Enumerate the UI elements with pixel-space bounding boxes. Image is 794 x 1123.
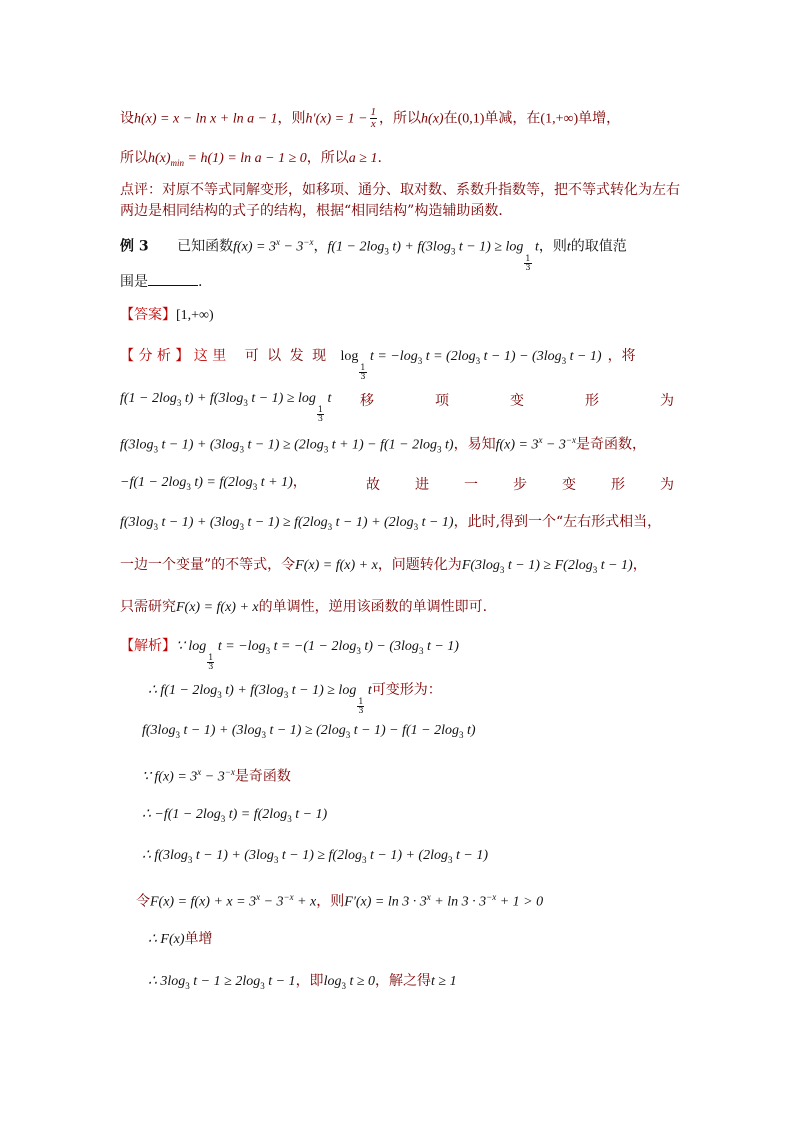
math: h(x) = x − ln x + ln a − 1	[134, 111, 278, 127]
math: f(3log	[142, 723, 176, 738]
math-sub: 3	[260, 980, 265, 991]
math-sub: 3	[437, 444, 442, 455]
math: f(x) = 3	[233, 239, 276, 255]
math: (0,1)	[457, 111, 485, 127]
solution-line-4	[142, 762, 291, 788]
math: t − 1) ≥ log	[455, 239, 524, 255]
math-sub: min	[170, 157, 185, 168]
analysis-line-5	[120, 512, 661, 537]
math: t)	[441, 437, 454, 453]
fraction-num: 1	[370, 106, 377, 118]
answer-value: [1,+∞)	[176, 308, 214, 323]
text: ，解之得	[375, 973, 432, 989]
math: ∴ −f(1 − 2log	[142, 807, 221, 822]
math-sub: 3	[450, 246, 456, 257]
math: + 1 > 0	[496, 894, 544, 910]
comment-line-2: 两边是相同结构的式子的结构，根据“相同结构”构造辅助函数．	[120, 203, 513, 219]
math-sub: 3	[361, 854, 367, 865]
math: log	[323, 974, 342, 989]
one-third-base	[524, 255, 531, 272]
math-sub: 3	[239, 444, 244, 455]
math: t	[566, 239, 571, 255]
text: ，问题转化为	[377, 557, 462, 573]
math-sup: −x	[224, 767, 235, 777]
word: 变	[510, 393, 524, 409]
math-sub: 3	[273, 854, 279, 865]
word: 为	[660, 477, 674, 493]
math: − 3	[279, 239, 304, 255]
one-third-base	[207, 654, 214, 671]
math: t − 1) + (3log	[157, 437, 240, 453]
math: − 3	[542, 437, 566, 453]
num: 1	[358, 697, 364, 706]
solution-line-2	[148, 680, 442, 715]
math-sup: x	[275, 237, 280, 247]
math: t − 1)	[566, 349, 602, 364]
math: f(x) = 3	[495, 437, 539, 453]
analysis-line-3	[120, 430, 646, 459]
math-sub: 3	[185, 980, 190, 991]
math: ∵ log	[176, 639, 207, 654]
solution-line-5	[142, 804, 327, 829]
text: 是奇函数，	[576, 436, 646, 453]
math-sub: 3	[592, 564, 598, 575]
math-sub: 3	[243, 397, 248, 408]
math-sub: 3	[475, 355, 481, 366]
math-sub: 3	[341, 980, 346, 991]
math: t − 1) ≥ f(2log	[243, 515, 328, 530]
comment-line-1: 点评：对原不等式同解变形，如移项、通分、取对数、系数升指数等，把不等式转化为左右	[120, 182, 680, 198]
text: 只需研究	[120, 599, 176, 615]
math-sub: 3	[186, 481, 191, 492]
text: 是奇函数	[234, 768, 291, 785]
math: t − 1) + (2log	[366, 848, 448, 863]
text: 一边一个变量”的不等式，令	[120, 557, 296, 573]
math: t ≥ 1	[431, 974, 457, 989]
text: 单增	[184, 931, 213, 947]
text: .	[377, 150, 382, 166]
math-sub: 3	[287, 813, 292, 824]
math: t − 1)	[597, 558, 633, 573]
num: 1	[525, 253, 531, 263]
math: t − 1) + (3log	[179, 723, 262, 738]
solution-line-8	[148, 929, 213, 950]
math: t ≥ 0	[345, 974, 376, 989]
text: 围是	[120, 274, 148, 290]
example-line-1	[120, 232, 627, 272]
text: ，	[632, 557, 647, 573]
den: 3	[358, 706, 364, 715]
text: 可 以 发 现	[244, 348, 329, 364]
math: t − 1) ≥ log	[288, 683, 357, 698]
math-sup: −x	[565, 435, 576, 445]
math-sub: 3	[459, 729, 464, 740]
math: F(x) = f(x) + x = 3	[150, 894, 257, 910]
example-line-2	[120, 271, 202, 292]
word: 变	[562, 477, 576, 493]
math: ∵ f(x) = 3	[142, 769, 198, 785]
math: (1,+∞)	[540, 111, 579, 127]
solution-line-7	[136, 887, 543, 913]
fraction	[370, 107, 378, 130]
math: − 3	[201, 769, 225, 785]
math: t) − (3log	[360, 639, 419, 654]
word: 形	[585, 393, 599, 409]
math-sup: −x	[486, 892, 497, 902]
math: −f(1 − 2log	[120, 475, 187, 490]
math: t) + f(3log	[388, 239, 451, 255]
math: t − 1) + (3log	[192, 848, 274, 863]
math-sup: x	[256, 892, 261, 902]
analysis-line-6	[120, 555, 647, 580]
math-sub: 3	[217, 689, 222, 700]
math: f(3log	[120, 437, 154, 453]
text: 令	[136, 893, 150, 910]
math: h(x)	[148, 151, 171, 166]
math: t − 1) + (3log	[157, 515, 240, 530]
text: ，则	[316, 893, 345, 910]
math-sup: −x	[303, 237, 314, 247]
math: t) + f(3log	[221, 683, 284, 698]
text: ，	[292, 474, 307, 490]
math: t − 1) − (3log	[480, 349, 562, 364]
math-sub: 3	[265, 645, 271, 656]
analysis-line-2	[120, 388, 331, 423]
one-third-base	[357, 698, 364, 715]
math: = h(1) = ln a − 1 ≥ 0	[184, 151, 307, 166]
math-sub: 3	[261, 729, 266, 740]
math-sup: x	[538, 435, 543, 445]
math: f(1 − 2log	[327, 239, 385, 255]
math: F(x) = f(x) + x	[176, 600, 259, 615]
math: t) + f(3log	[181, 391, 244, 406]
math: t − 1) ≥ (2log	[265, 723, 346, 738]
den: 3	[317, 414, 324, 423]
den: 3	[360, 372, 366, 381]
math: t − 1) − f(1 − 2log	[350, 723, 460, 738]
word: 一	[464, 477, 478, 493]
math: t − 1) ≥ f(2log	[278, 848, 362, 863]
den: 3	[525, 262, 531, 272]
text: ，	[313, 238, 328, 255]
word: 项	[435, 393, 449, 409]
math: t = −(1 − 2log	[270, 639, 357, 654]
math-sub: 3	[153, 444, 158, 455]
math: t − 1)	[423, 639, 459, 654]
solution-line-1	[120, 636, 459, 671]
math: t + 1)	[257, 475, 293, 490]
analysis-line-7	[120, 597, 487, 618]
answer-line	[120, 305, 214, 326]
word: 为	[660, 393, 674, 409]
solution-label: 【解析】	[120, 638, 176, 654]
analysis-line-4	[120, 472, 307, 497]
solution-line-9	[148, 971, 457, 996]
math-sub: 3	[220, 813, 226, 824]
text: ，所以	[306, 150, 349, 166]
math: t − 1) ≥ F(2log	[504, 558, 593, 573]
text-line-2	[120, 148, 382, 173]
math: t	[324, 391, 332, 406]
text: ，易知	[453, 436, 496, 453]
math: a ≥ 1	[348, 151, 378, 166]
math-sub: 3	[345, 729, 351, 740]
math-sub: 3	[327, 521, 333, 532]
math-sub: 3	[499, 564, 505, 575]
math: t − 1) ≥ (2log	[243, 437, 324, 453]
math-sub: 3	[384, 246, 389, 257]
analysis-line-2-words	[360, 390, 674, 410]
math: h(x)	[421, 111, 444, 127]
math-sub: 3	[187, 854, 193, 865]
fraction-den: x	[370, 118, 376, 130]
math-sub: 3	[153, 521, 158, 532]
analysis-line-1	[120, 346, 636, 381]
den: 3	[208, 662, 214, 671]
math: t − 1 ≥ 2log	[189, 974, 261, 989]
num: 1	[317, 405, 324, 414]
text-line-1	[120, 107, 620, 130]
math: + x	[293, 894, 317, 910]
math: t − 1)	[452, 848, 488, 863]
num: 1	[360, 363, 366, 372]
text: ，则	[277, 110, 306, 127]
math: t = −log	[214, 639, 266, 654]
text: 的单调性，逆用该函数的单调性即可.	[258, 599, 488, 615]
math-sub: 3	[239, 521, 244, 532]
num: 1	[208, 653, 214, 662]
math: F′(x) = ln 3 · 3	[344, 894, 427, 910]
math-sub: 3	[323, 444, 329, 455]
math: h′(x) = 1 −	[305, 111, 368, 127]
text: 可变形为：	[371, 682, 442, 698]
word: 移	[360, 393, 374, 409]
answer-label: 【答案】	[120, 307, 176, 323]
math: F(x) = f(x) + x	[295, 558, 378, 573]
math-sub: 3	[283, 689, 289, 700]
word: 步	[513, 477, 527, 493]
math: t − 1)	[418, 515, 454, 530]
math: ∴ f(1 − 2log	[148, 683, 218, 698]
math-sub: 3	[418, 645, 424, 656]
word: 进	[415, 477, 429, 493]
solution-line-3	[142, 720, 476, 745]
math-sub: 3	[447, 854, 453, 865]
text: ，则	[538, 238, 567, 255]
math-sub: 3	[561, 355, 567, 366]
one-third-base	[359, 364, 366, 381]
solution-line-6	[142, 845, 488, 870]
example-label: 例 3	[120, 238, 149, 255]
math: t = −log	[366, 349, 418, 364]
math-sub: 3	[252, 481, 258, 492]
text: 在	[443, 110, 458, 127]
math-sub: 3	[417, 355, 423, 366]
math: + ln 3 · 3	[430, 894, 487, 910]
math: t − 1	[264, 974, 296, 989]
math-sub: 3	[175, 729, 180, 740]
math: t	[531, 239, 539, 255]
math: t + 1) − f(1 − 2log	[328, 437, 438, 453]
math-sub: 3	[413, 521, 419, 532]
analysis-line-4-words	[366, 474, 674, 494]
text: .	[198, 274, 203, 290]
math-sup: x	[197, 767, 202, 777]
text: ，此时,得到一个“左右形式相当，	[453, 514, 662, 530]
math: ∴ 3log	[148, 974, 186, 989]
text: 单增，	[578, 110, 621, 127]
text: ，即	[295, 973, 324, 989]
math: t)	[463, 723, 476, 738]
math: t − 1) ≥ log	[247, 391, 316, 406]
math-sup: −x	[283, 892, 294, 902]
math: f(1 − 2log	[120, 391, 177, 406]
text: ，所以	[379, 110, 422, 127]
math: log	[340, 349, 359, 364]
analysis-label: 【 分 析 】 这 里	[120, 348, 227, 364]
math: F(3log	[461, 558, 500, 573]
text: 已知函数	[177, 238, 234, 255]
text: 的取值范	[570, 238, 627, 255]
one-third-base	[317, 406, 324, 423]
math: ∴ F(x)	[148, 932, 185, 947]
answer-blank	[148, 271, 198, 286]
text: 所以	[120, 150, 148, 166]
text: ，将	[607, 348, 636, 364]
math-sub: 3	[356, 645, 361, 656]
math: t − 1) + (2log	[332, 515, 414, 530]
math: − 3	[260, 894, 284, 910]
math: t) = f(2log	[190, 475, 253, 490]
word: 形	[611, 477, 625, 493]
math: t = (2log	[422, 349, 476, 364]
math: f(3log	[120, 515, 154, 530]
math: t	[364, 683, 372, 698]
math: t) = f(2log	[225, 807, 288, 822]
math: ∴ f(3log	[142, 848, 188, 863]
math-sup: x	[426, 892, 431, 902]
math: t − 1)	[291, 807, 328, 822]
text: 单减，在	[484, 110, 541, 127]
word: 故	[366, 477, 380, 493]
math-sub: 3	[176, 397, 182, 408]
text: 设	[120, 110, 134, 127]
